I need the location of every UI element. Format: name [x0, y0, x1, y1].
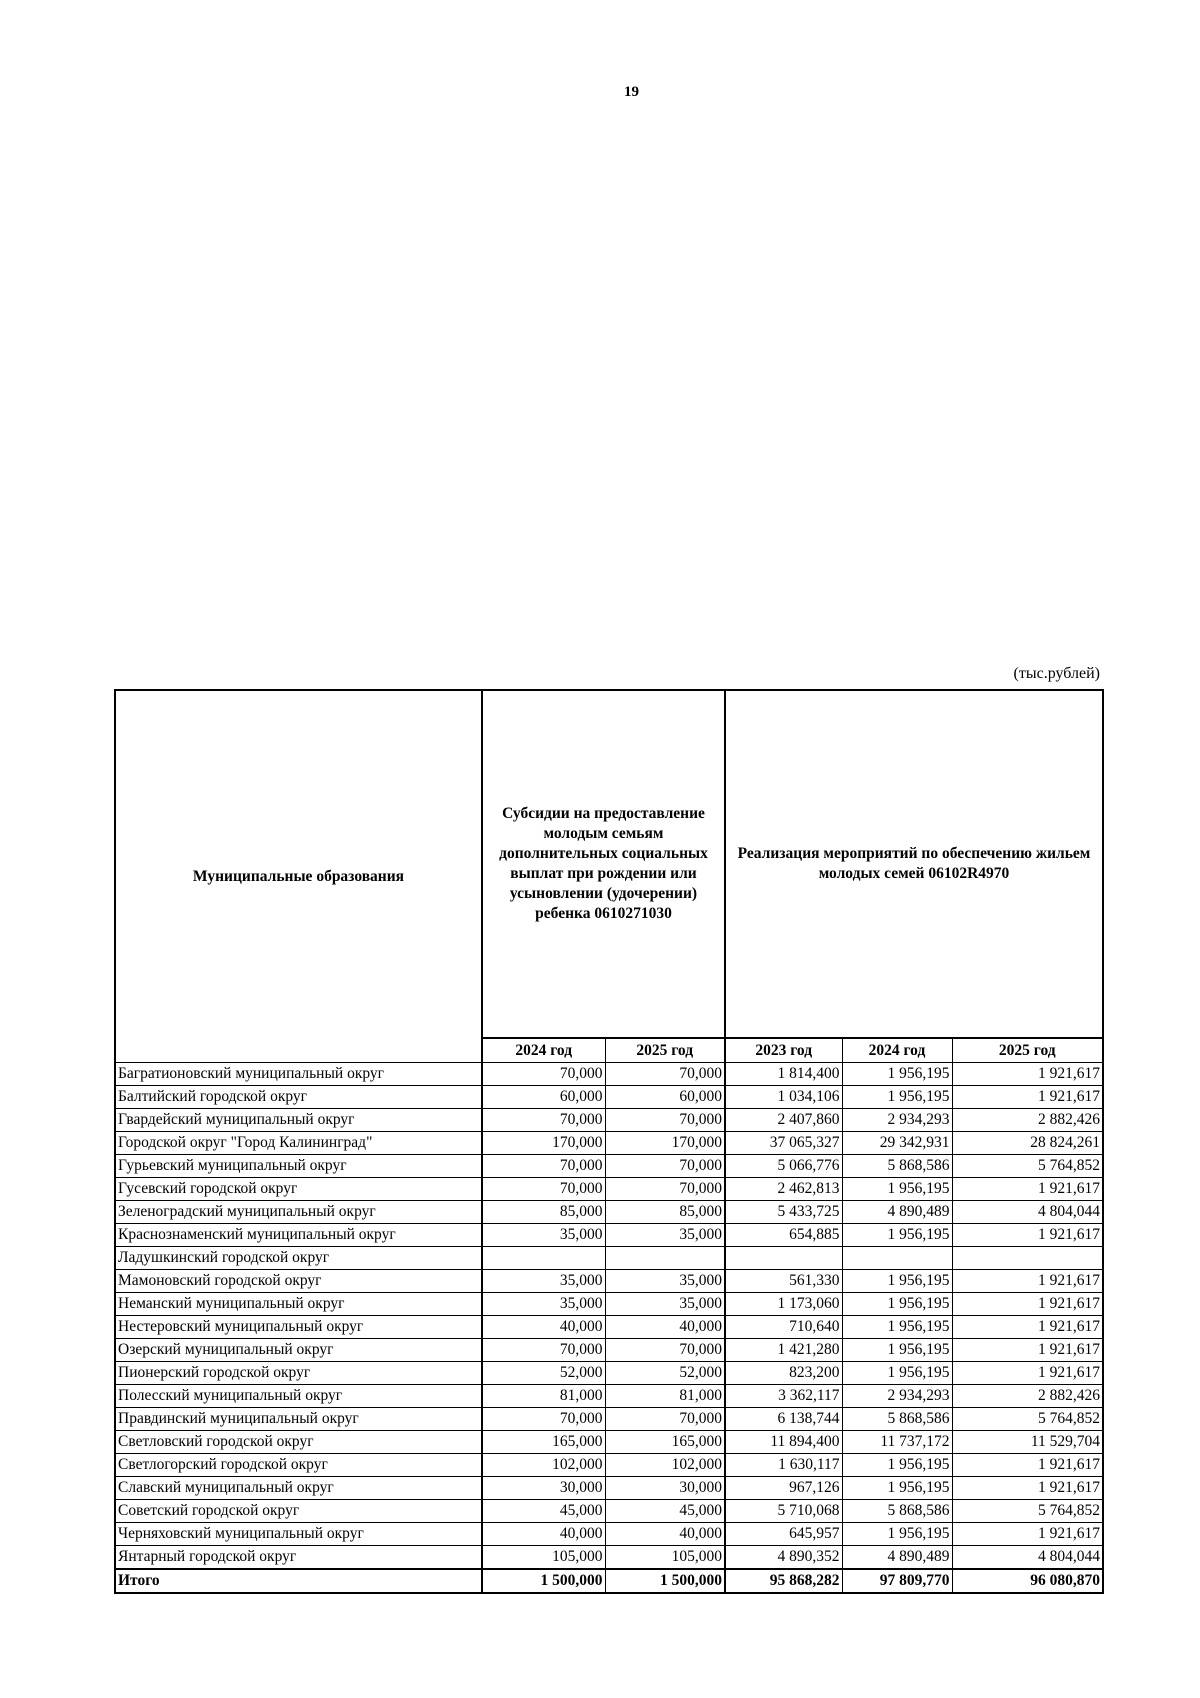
amount-cell: 70,000: [605, 1408, 725, 1431]
amount-cell: 1 956,195: [842, 1523, 952, 1546]
amount-cell: 1 921,617: [952, 1316, 1103, 1339]
amount-cell: 170,000: [482, 1132, 605, 1155]
municipality-name: Правдинский муниципальный округ: [115, 1408, 482, 1431]
municipality-name: Ладушкинский городской округ: [115, 1247, 482, 1270]
amount-cell: 5 868,586: [842, 1155, 952, 1178]
table-row: [115, 1201, 1103, 1224]
amount-cell: 60,000: [605, 1086, 725, 1109]
amount-cell: 70,000: [605, 1109, 725, 1132]
amount-cell: 40,000: [482, 1523, 605, 1546]
amount-cell: 81,000: [605, 1385, 725, 1408]
amount-cell: 35,000: [605, 1293, 725, 1316]
municipality-header: Муниципальные образования: [115, 690, 482, 1063]
municipality-name: Светловский городской округ: [115, 1431, 482, 1454]
year-header: 2024 год: [482, 1038, 605, 1063]
amount-cell: 4 890,352: [725, 1546, 842, 1570]
amount-cell: 81,000: [482, 1385, 605, 1408]
amount-cell: 1 921,617: [952, 1224, 1103, 1247]
amount-cell: 4 804,044: [952, 1546, 1103, 1570]
units-note: (тыс.рублей): [1013, 665, 1100, 682]
amount-cell: 52,000: [605, 1362, 725, 1385]
amount-cell: 2 934,293: [842, 1385, 952, 1408]
municipality-name: Нестеровский муниципальный округ: [115, 1316, 482, 1339]
amount-cell: [952, 1247, 1103, 1270]
amount-cell: 35,000: [605, 1270, 725, 1293]
amount-cell: 1 956,195: [842, 1063, 952, 1086]
table-row: [115, 1063, 1103, 1086]
year-header: 2025 год: [605, 1038, 725, 1063]
year-header: 2025 год: [952, 1038, 1103, 1063]
amount-cell: 1 956,195: [842, 1477, 952, 1500]
amount-cell: [842, 1247, 952, 1270]
amount-cell: 2 882,426: [952, 1109, 1103, 1132]
municipality-name: Советский городской округ: [115, 1500, 482, 1523]
amount-cell: 11 529,704: [952, 1431, 1103, 1454]
amount-cell: 35,000: [482, 1270, 605, 1293]
municipality-name: Неманский муниципальный округ: [115, 1293, 482, 1316]
total-row: [115, 1569, 1103, 1593]
municipality-name: Багратионовский муниципальный округ: [115, 1063, 482, 1086]
year-header: 2024 год: [842, 1038, 952, 1063]
amount-cell: 5 868,586: [842, 1408, 952, 1431]
table-row: [115, 1224, 1103, 1247]
amount-cell: 1 956,195: [842, 1270, 952, 1293]
amount-cell: 561,330: [725, 1270, 842, 1293]
amount-cell: 1 956,195: [842, 1178, 952, 1201]
amount-cell: 1 630,117: [725, 1454, 842, 1477]
amount-cell: [482, 1247, 605, 1270]
amount-cell: 1 921,617: [952, 1454, 1103, 1477]
amount-cell: 96 080,870: [952, 1569, 1103, 1593]
amount-cell: 45,000: [605, 1500, 725, 1523]
table-row: [115, 1477, 1103, 1500]
amount-cell: 97 809,770: [842, 1569, 952, 1593]
amount-cell: 3 362,117: [725, 1385, 842, 1408]
amount-cell: 5 764,852: [952, 1155, 1103, 1178]
amount-cell: 1 421,280: [725, 1339, 842, 1362]
municipality-name: Балтийский городской округ: [115, 1086, 482, 1109]
municipality-name: Гусевский городской округ: [115, 1178, 482, 1201]
amount-cell: 645,957: [725, 1523, 842, 1546]
table-row: [115, 1247, 1103, 1270]
amount-cell: [605, 1247, 725, 1270]
amount-cell: 70,000: [482, 1408, 605, 1431]
amount-cell: 1 921,617: [952, 1523, 1103, 1546]
page-number: 19: [624, 84, 639, 100]
amount-cell: 1 956,195: [842, 1454, 952, 1477]
amount-cell: 4 890,489: [842, 1546, 952, 1570]
amount-cell: 710,640: [725, 1316, 842, 1339]
amount-cell: 5 433,725: [725, 1201, 842, 1224]
amount-cell: 40,000: [605, 1523, 725, 1546]
amount-cell: 1 956,195: [842, 1316, 952, 1339]
municipality-name: Светлогорский городской округ: [115, 1454, 482, 1477]
amount-cell: 70,000: [482, 1063, 605, 1086]
municipality-name: Краснознаменский муниципальный округ: [115, 1224, 482, 1247]
housing-header: Реализация мероприятий по обеспечению жильем молодых семей 06102R4970: [725, 690, 1103, 1038]
municipality-name: Итого: [115, 1569, 482, 1593]
amount-cell: 1 956,195: [842, 1224, 952, 1247]
amount-cell: 654,885: [725, 1224, 842, 1247]
amount-cell: 1 173,060: [725, 1293, 842, 1316]
amount-cell: 2 462,813: [725, 1178, 842, 1201]
amount-cell: 2 882,426: [952, 1385, 1103, 1408]
table-row: [115, 1362, 1103, 1385]
amount-cell: 4 890,489: [842, 1201, 952, 1224]
amount-cell: 1 956,195: [842, 1339, 952, 1362]
year-header: 2023 год: [725, 1038, 842, 1063]
amount-cell: 967,126: [725, 1477, 842, 1500]
amount-cell: 70,000: [605, 1178, 725, 1201]
table-row: [115, 1385, 1103, 1408]
municipality-name: Гурьевский муниципальный округ: [115, 1155, 482, 1178]
table-row: [115, 1178, 1103, 1201]
amount-cell: 5 764,852: [952, 1500, 1103, 1523]
budget-table: [114, 689, 1104, 1594]
amount-cell: 1 034,106: [725, 1086, 842, 1109]
amount-cell: 70,000: [482, 1109, 605, 1132]
amount-cell: 1 500,000: [482, 1569, 605, 1593]
amount-cell: 4 804,044: [952, 1201, 1103, 1224]
amount-cell: 45,000: [482, 1500, 605, 1523]
amount-cell: 1 921,617: [952, 1293, 1103, 1316]
amount-cell: 5 710,068: [725, 1500, 842, 1523]
amount-cell: 5 868,586: [842, 1500, 952, 1523]
amount-cell: 1 921,617: [952, 1339, 1103, 1362]
amount-cell: 30,000: [482, 1477, 605, 1500]
amount-cell: 1 921,617: [952, 1362, 1103, 1385]
municipality-name: Озерский муниципальный округ: [115, 1339, 482, 1362]
amount-cell: 5 066,776: [725, 1155, 842, 1178]
amount-cell: 11 894,400: [725, 1431, 842, 1454]
amount-cell: 1 956,195: [842, 1293, 952, 1316]
amount-cell: 165,000: [605, 1431, 725, 1454]
amount-cell: 95 868,282: [725, 1569, 842, 1593]
table-row: [115, 1454, 1103, 1477]
municipality-name: Гвардейский муниципальный округ: [115, 1109, 482, 1132]
amount-cell: 823,200: [725, 1362, 842, 1385]
table-row: [115, 1500, 1103, 1523]
amount-cell: 165,000: [482, 1431, 605, 1454]
table-row: [115, 1293, 1103, 1316]
table-row: [115, 1316, 1103, 1339]
amount-cell: 105,000: [482, 1546, 605, 1570]
table-row: [115, 1132, 1103, 1155]
municipality-name: Славский муниципальный округ: [115, 1477, 482, 1500]
amount-cell: 11 737,172: [842, 1431, 952, 1454]
table-row: [115, 1523, 1103, 1546]
municipality-name: Зеленоградский муниципальный округ: [115, 1201, 482, 1224]
amount-cell: 35,000: [482, 1224, 605, 1247]
amount-cell: 35,000: [605, 1224, 725, 1247]
amount-cell: 70,000: [482, 1339, 605, 1362]
table-row: [115, 1339, 1103, 1362]
municipality-name: Янтарный городской округ: [115, 1546, 482, 1570]
table-row: [115, 1109, 1103, 1132]
amount-cell: 29 342,931: [842, 1132, 952, 1155]
amount-cell: 28 824,261: [952, 1132, 1103, 1155]
table-row: [115, 1086, 1103, 1109]
amount-cell: 102,000: [605, 1454, 725, 1477]
amount-cell: 1 921,617: [952, 1178, 1103, 1201]
amount-cell: 85,000: [605, 1201, 725, 1224]
amount-cell: 170,000: [605, 1132, 725, 1155]
amount-cell: 1 921,617: [952, 1270, 1103, 1293]
municipality-name: Полесский муниципальный округ: [115, 1385, 482, 1408]
amount-cell: 70,000: [482, 1155, 605, 1178]
amount-cell: 2 407,860: [725, 1109, 842, 1132]
subsidy-header: Субсидии на предоставление молодым семьям дополнительных социальных выплат при рождении или усыновлении (удочерении) ребенка 0610271030: [482, 690, 725, 1038]
table-row: [115, 1155, 1103, 1178]
amount-cell: 105,000: [605, 1546, 725, 1570]
amount-cell: 1 814,400: [725, 1063, 842, 1086]
amount-cell: [725, 1247, 842, 1270]
amount-cell: 85,000: [482, 1201, 605, 1224]
table-body: [115, 1063, 1103, 1594]
amount-cell: 37 065,327: [725, 1132, 842, 1155]
amount-cell: 5 764,852: [952, 1408, 1103, 1431]
table-row: [115, 1546, 1103, 1570]
table-row: [115, 1270, 1103, 1293]
amount-cell: 70,000: [482, 1178, 605, 1201]
municipality-name: Пионерский городской округ: [115, 1362, 482, 1385]
amount-cell: 102,000: [482, 1454, 605, 1477]
amount-cell: 70,000: [605, 1155, 725, 1178]
amount-cell: 1 956,195: [842, 1362, 952, 1385]
amount-cell: 30,000: [605, 1477, 725, 1500]
amount-cell: 1 500,000: [605, 1569, 725, 1593]
amount-cell: 1 921,617: [952, 1063, 1103, 1086]
amount-cell: 40,000: [605, 1316, 725, 1339]
municipality-name: Мамоновский городской округ: [115, 1270, 482, 1293]
municipality-name: Городской округ "Город Калининград": [115, 1132, 482, 1155]
amount-cell: 52,000: [482, 1362, 605, 1385]
municipality-name: Черняховский муниципальный округ: [115, 1523, 482, 1546]
table-row: [115, 1408, 1103, 1431]
amount-cell: 6 138,744: [725, 1408, 842, 1431]
amount-cell: 60,000: [482, 1086, 605, 1109]
amount-cell: 1 956,195: [842, 1086, 952, 1109]
amount-cell: 1 921,617: [952, 1477, 1103, 1500]
amount-cell: 40,000: [482, 1316, 605, 1339]
amount-cell: 70,000: [605, 1339, 725, 1362]
amount-cell: 1 921,617: [952, 1086, 1103, 1109]
amount-cell: 35,000: [482, 1293, 605, 1316]
amount-cell: 70,000: [605, 1063, 725, 1086]
table-row: [115, 1431, 1103, 1454]
amount-cell: 2 934,293: [842, 1109, 952, 1132]
